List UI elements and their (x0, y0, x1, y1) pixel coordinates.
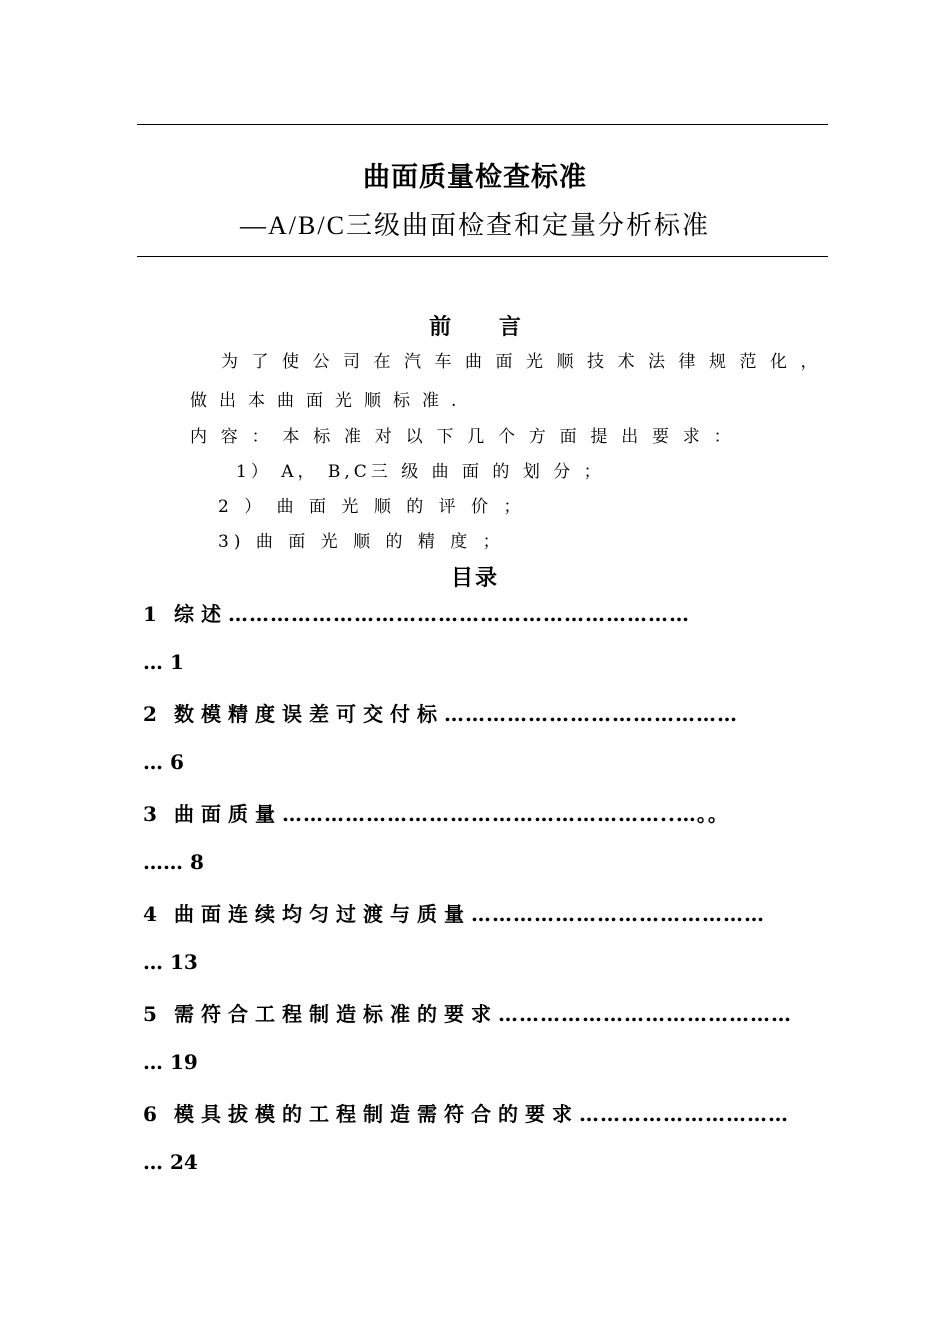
toc-entry-leader: ………………………………………………..…。。 (282, 802, 729, 826)
toc-page-number: 19 (169, 1050, 198, 1074)
toc-entry-5-page[interactable] (143, 1050, 198, 1074)
toc-page-leader: … (143, 1150, 163, 1174)
toc-heading: 目录 (450, 565, 499, 591)
toc-entry-label: 综述 (174, 602, 228, 626)
toc-entry-1[interactable] (143, 598, 827, 627)
toc-page-leader: … (143, 650, 163, 674)
preface-line-1: 为了使公司在汽车曲面光顺技术法律规范化， (221, 352, 831, 372)
toc-page-number: 1 (169, 650, 184, 674)
toc-entry-number: 1 (143, 602, 157, 626)
toc-entry-leader: …………………………………… (444, 702, 738, 726)
toc-entry-leader: …………………………………… (498, 1002, 792, 1026)
toc-entry-label: 数模精度误差可交付标 (174, 702, 444, 726)
toc-entry-label: 曲面质量 (174, 802, 282, 826)
document-subtitle: —A/B/C三级曲面检查和定量分析标准 (240, 211, 710, 240)
toc-page-number: 8 (189, 850, 204, 874)
header-rule-top (137, 124, 828, 125)
toc-page-number: 13 (169, 950, 198, 974)
toc-entry-leader: ………………………………………………………… (228, 602, 690, 626)
toc-entry-number: 2 (143, 702, 157, 726)
toc-page-leader: … (143, 750, 163, 774)
toc-entry-3-page[interactable] (143, 850, 204, 874)
toc-entry-3[interactable] (143, 798, 827, 827)
preface-line-6: 3) 曲 面 光 顺 的 精 度 ； (218, 532, 505, 552)
document-title: 曲面质量检查标准 (363, 162, 587, 193)
toc-entry-4-page[interactable] (143, 950, 198, 974)
preface-line-2: 做出本曲面光顺标准. (190, 391, 469, 411)
toc-entry-6-page[interactable] (143, 1150, 198, 1174)
toc-entry-number: 5 (143, 1002, 157, 1026)
toc-entry-2[interactable] (143, 698, 827, 727)
toc-entry-label: 曲面连续均匀过渡与质量 (174, 902, 471, 926)
toc-page-leader: … (143, 950, 163, 974)
preface-line-3: 内容：本标准对以下几个方面提出要求： (190, 427, 745, 447)
toc-entry-4[interactable] (143, 898, 827, 927)
toc-page-number: 24 (169, 1150, 198, 1174)
toc-entry-1-page[interactable] (143, 650, 184, 674)
toc-entry-number: 3 (143, 802, 157, 826)
toc-entry-number: 4 (143, 902, 157, 926)
preface-line-5: 2 ） 曲 面 光 顺 的 评 价 ； (218, 497, 526, 517)
toc-page-number: 6 (169, 750, 184, 774)
toc-entry-6[interactable] (143, 1098, 827, 1127)
toc-entry-leader: ………………………… (579, 1102, 789, 1126)
preface-line-4: 1） A， B,C三 级 曲 面 的 划 分 ； (236, 462, 605, 482)
toc-entry-number: 6 (143, 1102, 157, 1126)
toc-entry-leader: …………………………………… (471, 902, 765, 926)
toc-entry-5[interactable] (143, 998, 827, 1027)
preface-heading: 前 言 (429, 314, 521, 340)
toc-entry-2-page[interactable] (143, 750, 184, 774)
header-rule-bottom (137, 256, 828, 257)
toc-entry-label: 模具拔模的工程制造需符合的要求 (174, 1102, 579, 1126)
toc-page-leader: …… (143, 850, 183, 874)
toc-page-leader: … (143, 1050, 163, 1074)
toc-entry-label: 需符合工程制造标准的要求 (174, 1002, 498, 1026)
